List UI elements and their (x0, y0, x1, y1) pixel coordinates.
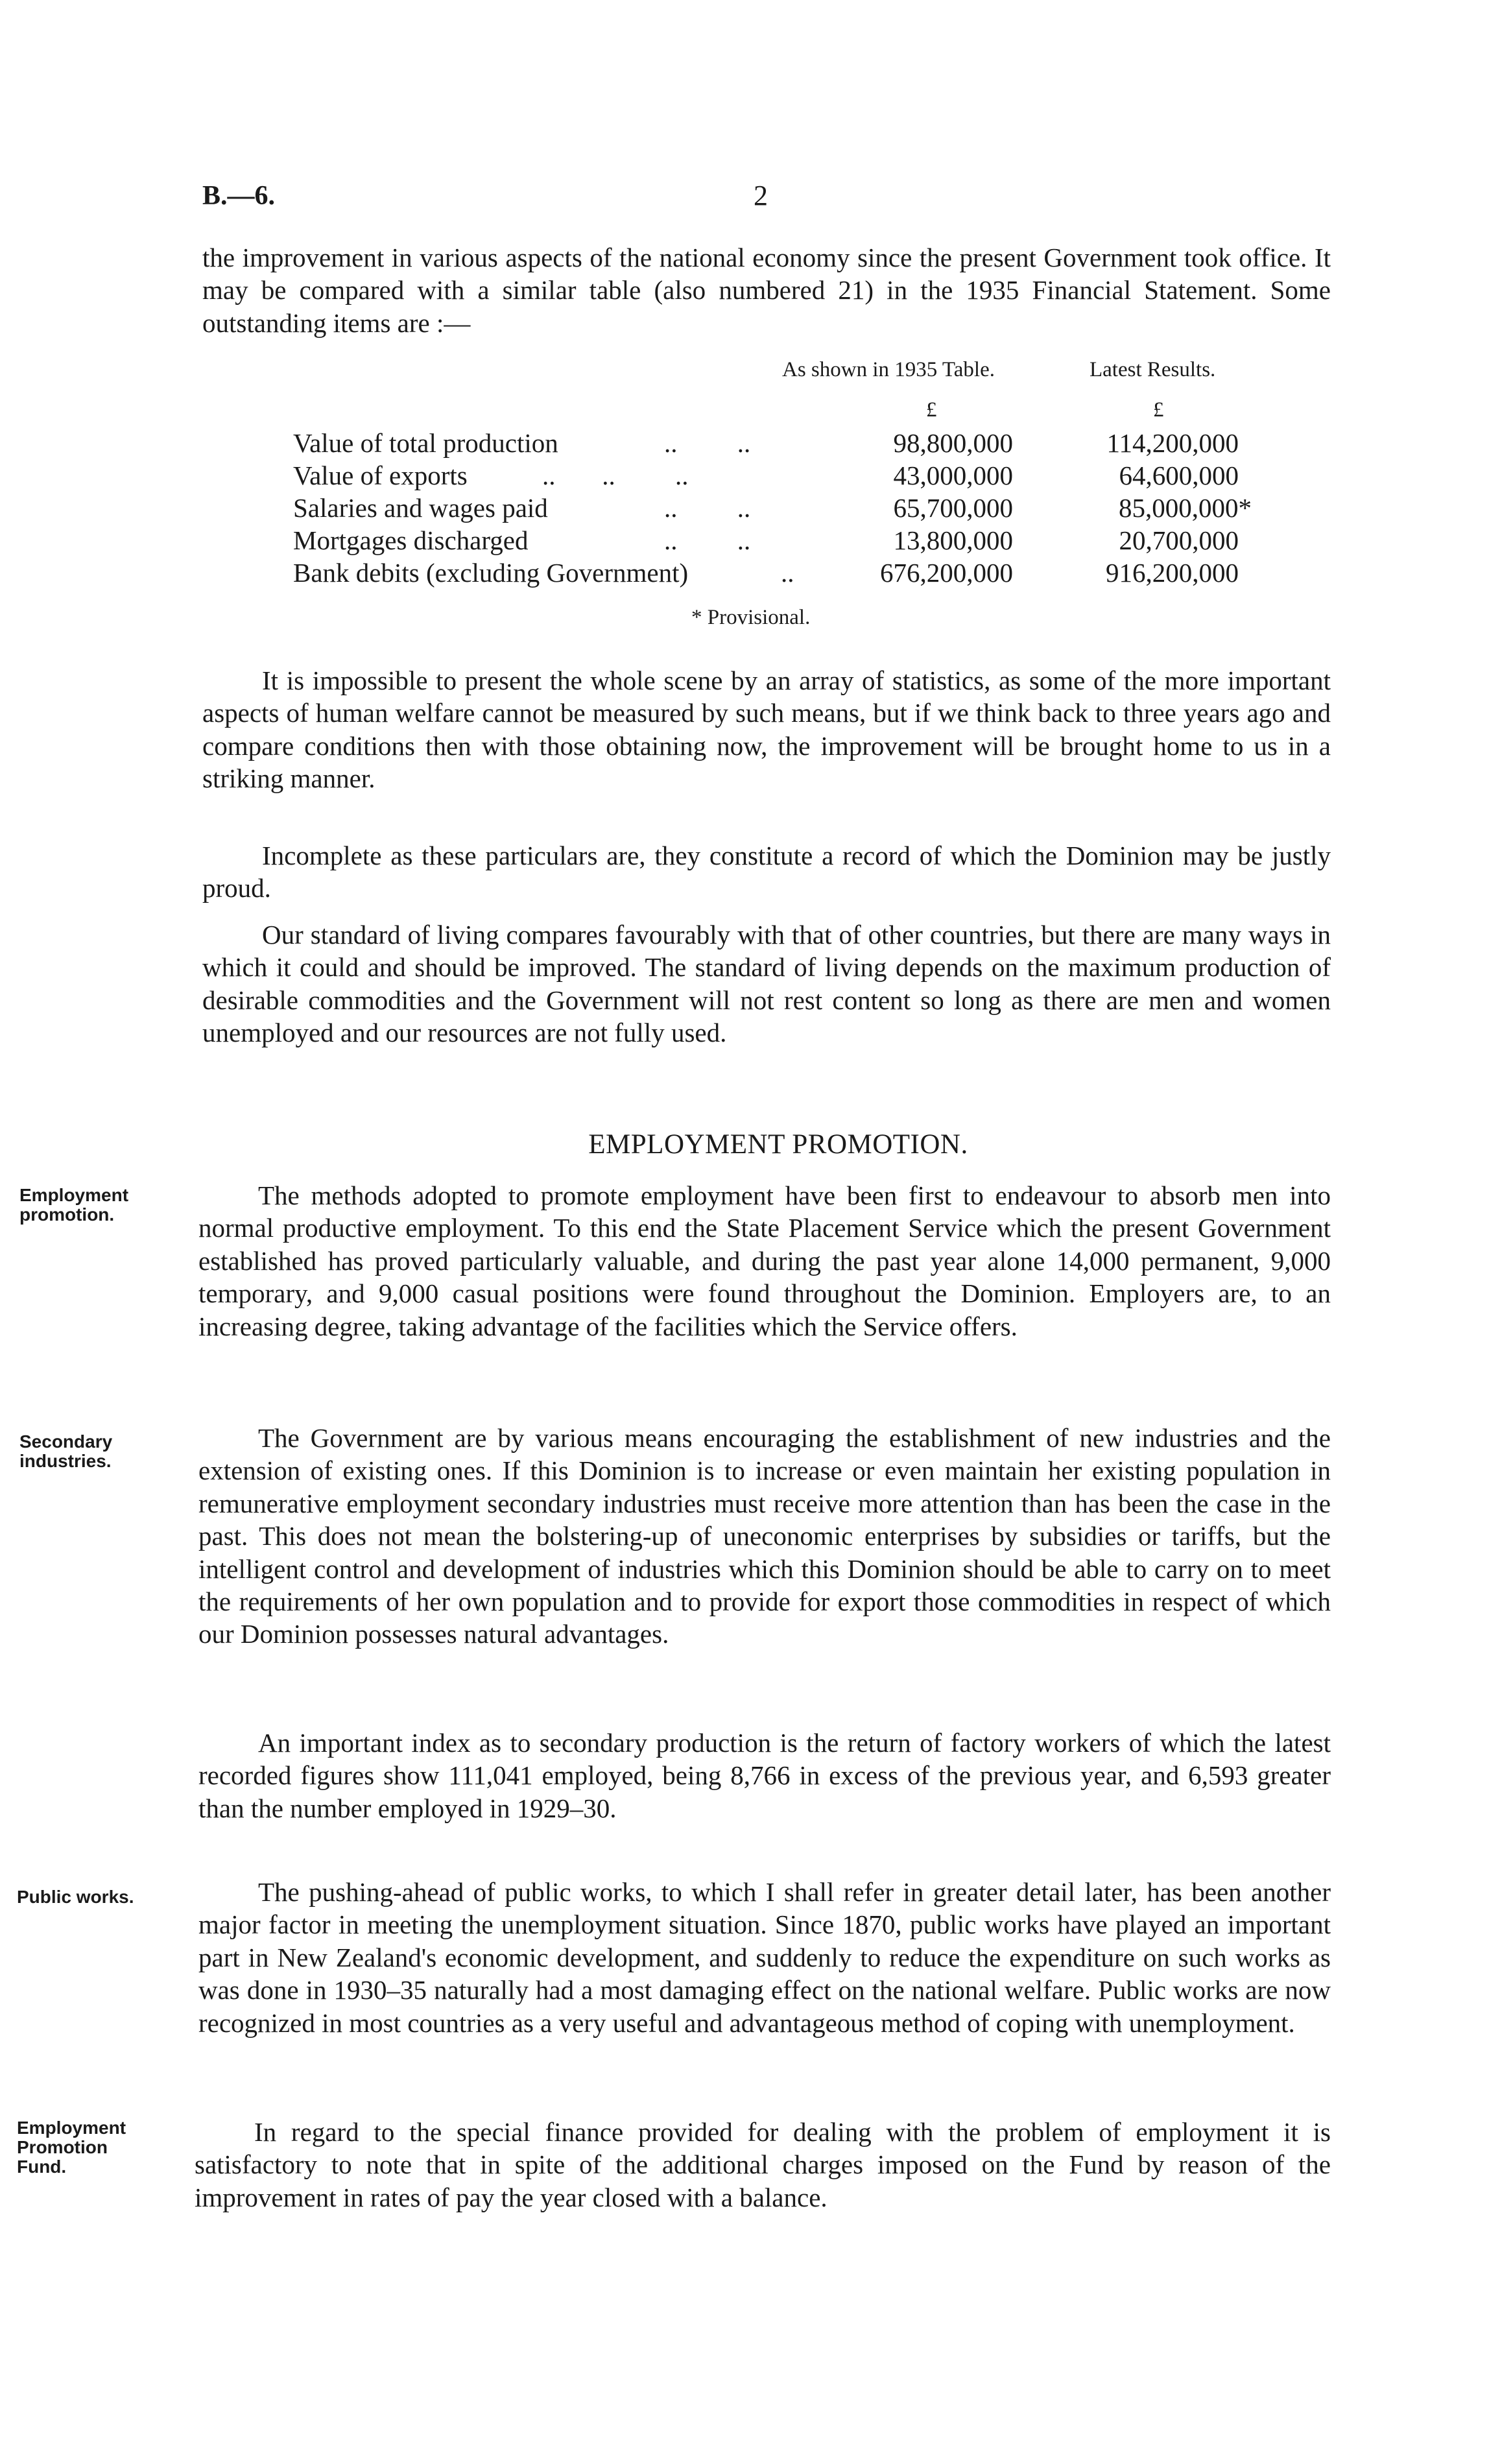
table-row-value-latest: 85,000,000* (1119, 493, 1252, 523)
table-row-label: Value of exports (293, 461, 468, 490)
document-reference: B.—6. (202, 181, 276, 211)
paragraph-secondary-industries: The Government are by various means encouraging the establishment of new industries and the extension of existing ones. If this Dominion is to increase or even maintain her existing population in remunerative employment secondary industries must receive more attention than has been the case in the past. This does not mean the bolstering-up of uneconomic enterprises by subsidies or tariffs, but the intelligent control and development of industries which this Dominion should be able to carry on to meet the requirements of her own population and to provide for export those commodities in respect of which our Dominion possesses natural advantages. (198, 1423, 1331, 1649)
table-row-value-latest: 916,200,000 (1106, 558, 1239, 588)
table-row-leader: .. .. .. (542, 461, 689, 490)
table-row-value-1935: 98,800,000 (893, 428, 1013, 458)
table-row-value-latest: 114,200,000 (1106, 428, 1239, 458)
page-number: 2 (754, 180, 768, 211)
table-col2-header: Latest Results. (1090, 358, 1216, 381)
table-row-leader: .. .. (664, 428, 751, 458)
section-title (0, 1129, 1489, 1160)
paragraph-public-works: The pushing-ahead of public works, to which I shall refer in greater detail later, has been another major factor in meeting the unemployment situation. Since 1870, public works have played an important part in New Zealand's economic development, and suddenly to reduce the expenditure on such works as was done in 1930–35 naturally had a most damaging effect on the national welfare. Public works are now recognized in most countries as a very useful and advantageous method of coping with unemployment. (198, 1877, 1331, 2038)
sidenote-employment-promotion-fund: Employment Promotion Fund. (17, 2118, 126, 2177)
table-row-leader: .. .. (664, 525, 751, 555)
table-col1-header: As shown in 1935 Table. (782, 358, 995, 381)
table-row-leader: .. (781, 558, 794, 588)
paragraph-record: Incomplete as these particulars are, they constitute a record of which the Dominion may be justly proud. (202, 841, 1331, 903)
table-row-value-latest: 64,600,000 (1119, 461, 1239, 490)
table-row-label: Mortgages discharged (293, 525, 529, 555)
sidenote-secondary-industries: Secondary industries. (19, 1431, 113, 1471)
paragraph-factory-workers: An important index as to secondary production is the return of factory workers of which the latest recorded figures show 111,041 employed, being 8,766 in excess of the previous year, and 6,593 greater than the number employed in 1929–30. (198, 1728, 1331, 1823)
paragraph-statistics: It is impossible to present the whole scene by an array of statistics, as some of the more important aspects of human welfare cannot be measured by such means, but if we think back to three years ago and compare conditions then with those obtaining now, the improvement will be brought home to us in a striking manner. (202, 665, 1331, 794)
paragraph-employment-fund: In regard to the special finance provided for dealing with the problem of employment it is satisfactory to note that in spite of the additional charges imposed on the Fund by reason of the improvement in rates of pay the year closed with a balance. (195, 2117, 1331, 2212)
table-row-label: Salaries and wages paid (293, 493, 548, 523)
paragraph-employment-promotion: The methods adopted to promote employment have been first to endeavour to absorb men into normal productive employment. To this end the State Placement Service which the present Government established has proved particularly valuable, and during the past year alone 14,000 permanent, 9,000 temporary, and 9,000 casual positions were found throughout the Dominion. Employers are, to an increasing degree, taking advantage of the facilities which the Service offers. (198, 1180, 1331, 1341)
table-row-value-1935: 43,000,000 (893, 461, 1013, 490)
table-row-label: Bank debits (excluding Government) (293, 558, 689, 588)
table-row-leader: .. .. (664, 493, 751, 523)
table-row-value-1935: 13,800,000 (893, 525, 1013, 555)
section-title-text: EMPLOYMENT PROMOTION. (588, 1129, 968, 1160)
table-col2-unit: £ (1153, 398, 1164, 422)
sidenote-employment-promotion: Employment promotion. (19, 1185, 129, 1225)
table-row-value-latest: 20,700,000 (1119, 525, 1239, 555)
table-row-value-1935: 65,700,000 (893, 493, 1013, 523)
table-footnote: * Provisional. (691, 606, 811, 629)
table-row-value-1935: 676,200,000 (880, 558, 1013, 588)
sidenote-public-works: Public works. (17, 1887, 134, 1907)
paragraph-standard-of-living: Our standard of living compares favourably with that of other countries, but there are many ways in which it could and should be improved. The standard of living depends on the maximum production of desirable commodities and the Government will not rest content so long as there are men and women unemployed and our resources are not fully used. (202, 920, 1331, 1048)
intro-paragraph: the improvement in various aspects of the national economy since the present Government took office. It may be compared with a similar table (also numbered 21) in the 1935 Financial Statement. Some outstanding items are :— (202, 243, 1331, 338)
table-row-label: Value of total production (293, 428, 558, 458)
table-col1-unit: £ (926, 398, 937, 422)
